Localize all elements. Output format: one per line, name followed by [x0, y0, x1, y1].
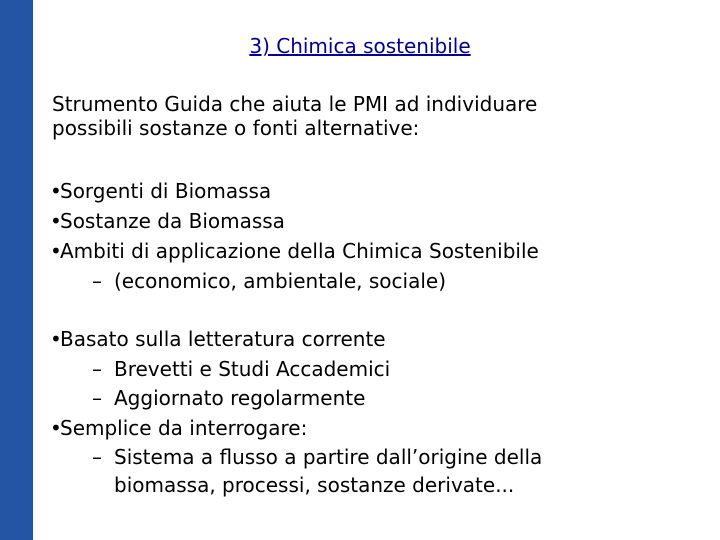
bullet-group-2 [50, 325, 710, 497]
bullet-sorgenti [50, 176, 710, 206]
slide-title: 3) Chimica sostenibile [249, 34, 471, 58]
sub-item-sistema-continued: biomassa, processi, sostanze derivate... [114, 472, 515, 497]
sub-item-sistema [50, 443, 710, 473]
dash-mark: – [92, 386, 102, 410]
intro-text [52, 92, 692, 140]
bullet-dot: • [50, 179, 62, 203]
bullet-semplice [50, 414, 710, 444]
dash-mark: – [92, 445, 102, 469]
sub-item-text: (economico, ambientale, sociale) [114, 269, 447, 293]
bullet-dot: • [50, 239, 62, 263]
side-accent-bar [0, 0, 33, 540]
bullet-basato [50, 325, 710, 355]
bullet-dot: • [50, 327, 62, 351]
sub-item-ambiti [50, 266, 710, 296]
dash-mark: – [92, 356, 102, 381]
sub-item-text: Aggiornato regolarmente [114, 386, 366, 410]
intro-line-1: Strumento Guida che aiuta le PMI ad individuare [52, 92, 538, 116]
bullet-text: Ambiti di applicazione della Chimica Sostenibile [60, 239, 539, 263]
bullet-text: Sorgenti di Biomassa [60, 179, 272, 203]
sub-item-aggiornato [50, 384, 710, 414]
sub-item-text: Sistema a flusso a partire dall’origine della [114, 445, 543, 469]
bullet-group-1 [50, 176, 710, 296]
bullet-text: Basato sulla letteratura corrente [60, 327, 386, 351]
bullet-text: Sostanze da Biomassa [60, 209, 285, 233]
bullet-dot: • [50, 415, 62, 440]
bullet-ambiti [50, 236, 710, 266]
dash-mark: – [92, 269, 102, 293]
sub-item-brevetti [50, 355, 710, 385]
intro-line-2: possibili sostanze o fonti alternative: [52, 116, 420, 140]
bullet-sostanze [50, 206, 710, 236]
sub-item-text: Brevetti e Studi Accademici [114, 356, 391, 381]
bullet-dot: • [50, 209, 62, 233]
bullet-text: Semplice da interrogare: [60, 415, 308, 440]
